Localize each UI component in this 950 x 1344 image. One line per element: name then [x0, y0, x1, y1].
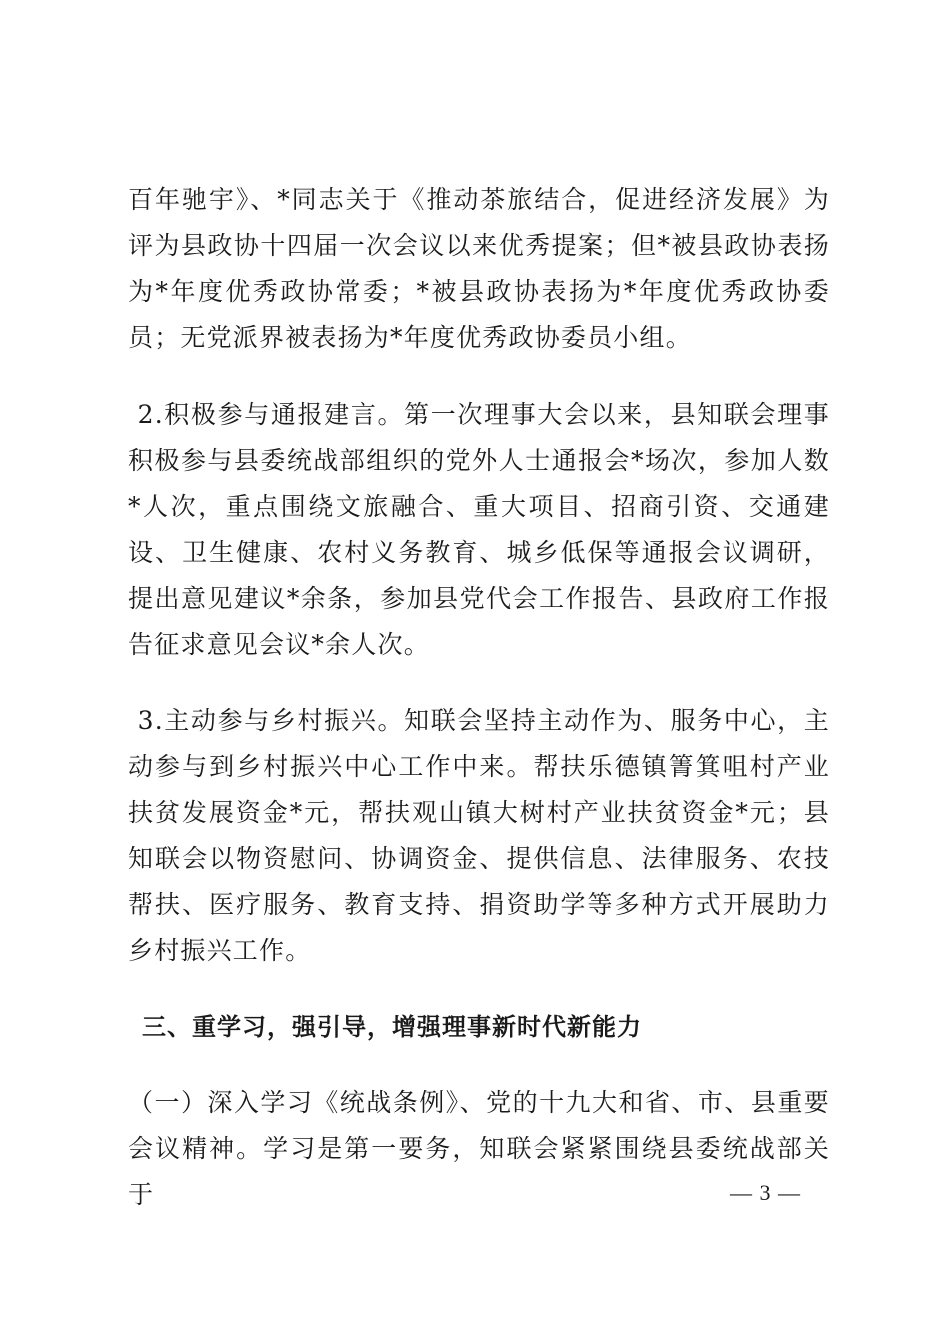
- body-paragraph-proposals: 百年驰宇》、*同志关于《推动茶旅结合，促进经济发展》为评为县政协十四届一次会议以来优秀提案；但*被县政协表扬为*年度优秀政协常委；*被县政协表扬为*年度优秀政协委员；无党派界被表扬为*年度优秀政协委员小组。: [128, 185, 830, 352]
- section-heading: 三、重学习，强引导，增强理事新时代新能力: [142, 1013, 642, 1041]
- subsection-paragraph: （一）深入学习《统战条例》、党的十九大和省、市、县重要会议精神。学习是第一要务，知联会紧紧围绕县委统战部关于: [128, 1088, 830, 1209]
- body-paragraph-rural-revitalization: 3.主动参与乡村振兴。知联会坚持主动作为、服务中心，主动参与到乡村振兴中心工作中来。帮扶乐德镇箐箕咀村产业扶贫发展资金*元，帮扶观山镇大树村产业扶贫资金*元；县知联会以物资慰问、协调资金、提供信息、法律服务、农技帮扶、医疗服务、教育支持、捐资助学等多种方式开展助力乡村振兴工作。: [128, 706, 830, 965]
- body-paragraph-advice: 2.积极参与通报建言。第一次理事大会以来，县知联会理事积极参与县委统战部组织的党外人士通报会*场次，参加人数*人次，重点围绕文旅融合、重大项目、招商引资、交通建设、卫生健康、农村义务教育、城乡低保等通报会议调研，提出意见建议*余条，参加县党代会工作报告、县政府工作报告征求意见会议*余人次。: [128, 400, 830, 659]
- page-number: — 3 —: [730, 1180, 801, 1205]
